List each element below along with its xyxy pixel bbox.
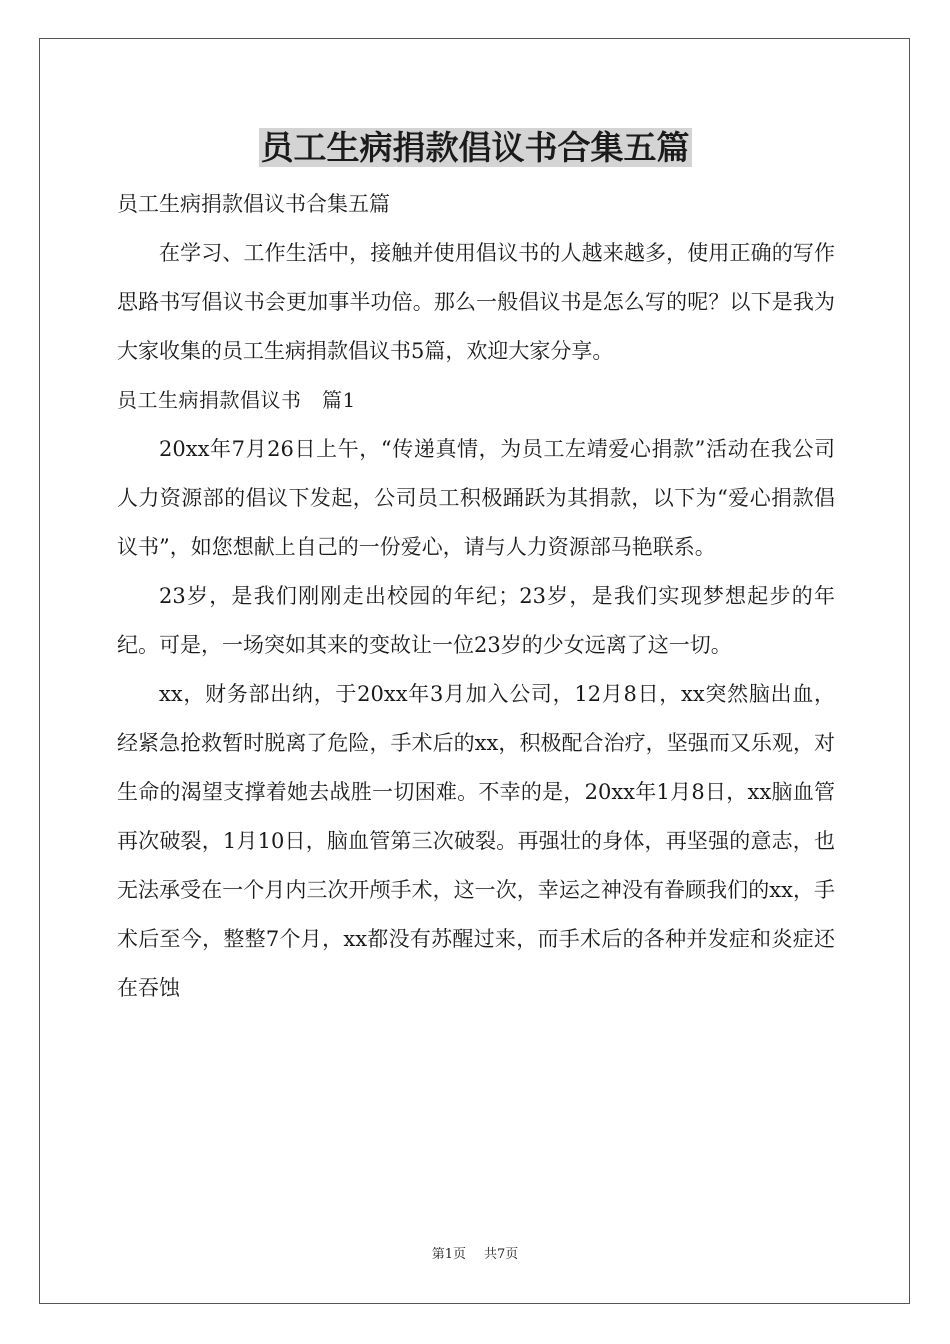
document-subtitle: 员工生病捐款倡议书合集五篇 <box>117 192 390 216</box>
section-heading: 员工生病捐款倡议书 篇1 <box>117 388 356 412</box>
body-paragraph-3: xx，财务部出纳，于20xx年3月加入公司，12月8日，xx突然脑出血，经紧急抢救暂时脱离了危险，手术后的xx，积极配合治疗，坚强而又乐观，对生命的渴望支撑着她去战胜一切困难。不幸的是，20xx年1月8日，xx脑血管再次破裂，1月10日，脑血管第三次破裂。再强壮的身体，再坚强的意志，也无法承受在一个月内三次开颅手术，这一次，幸运之神没有眷顾我们的xx，手术后至今，整整7个月，xx都没有苏醒过来，而手术后的各种并发症和炎症还在吞蚀 <box>117 682 835 1000</box>
document-title-text: 员工生病捐款倡议书合集五篇 <box>260 128 690 167</box>
body-paragraph-2: 23岁，是我们刚刚走出校园的年纪；23岁，是我们实现梦想起步的年纪。可是，一场突如其来的变故让一位23岁的少女远离了这一切。 <box>117 584 835 657</box>
document-title <box>0 126 950 170</box>
document-body <box>117 180 835 1013</box>
body-paragraph-1: 20xx年7月26日上午，“传递真情，为员工左靖爱心捐款”活动在我公司人力资源部的倡议下发起，公司员工积极踊跃为其捐款，以下为“爱心捐款倡议书”，如您想献上自己的一份爱心，请与人力资源部马艳联系。 <box>117 437 835 559</box>
page-footer <box>0 1246 950 1264</box>
page-number: 第1页 <box>431 1247 466 1262</box>
total-pages: 共7页 <box>484 1247 519 1262</box>
intro-paragraph: 在学习、工作生活中，接触并使用倡议书的人越来越多，使用正确的写作思路书写倡议书会更加事半功倍。那么一般倡议书是怎么写的呢？以下是我为大家收集的员工生病捐款倡议书5篇，欢迎大家分享。 <box>117 241 835 363</box>
